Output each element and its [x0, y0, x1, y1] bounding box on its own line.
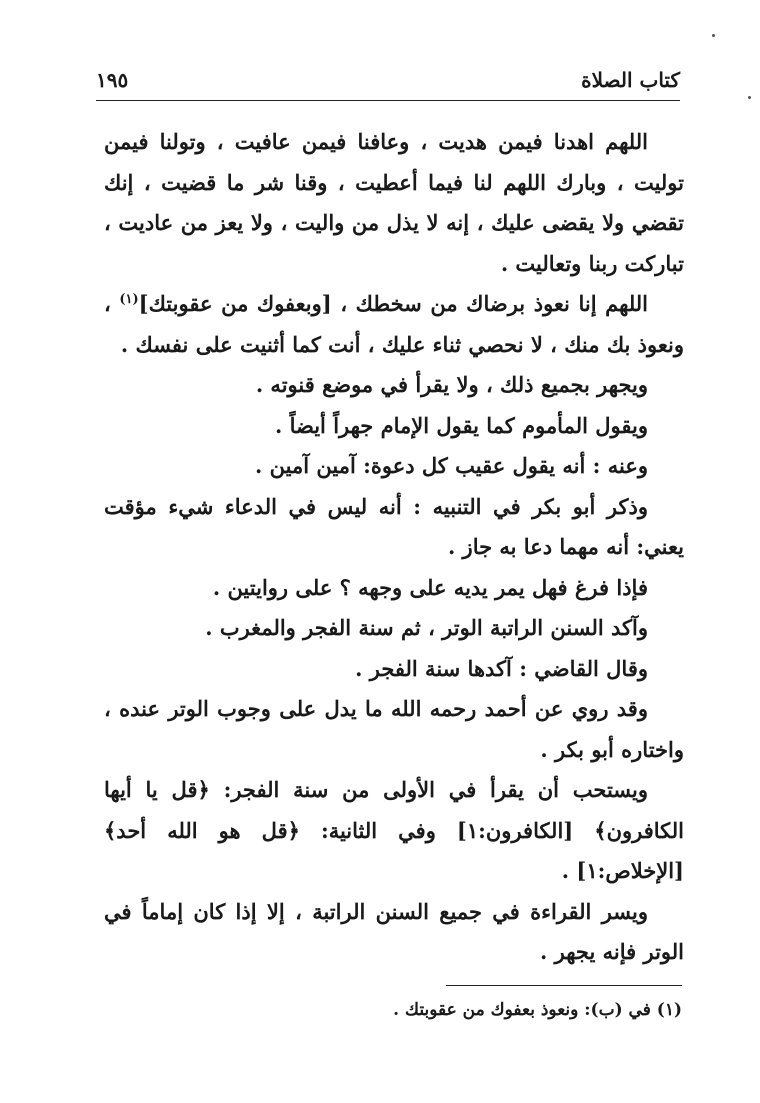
paragraph-witr-wujub: وقد روي عن أحمد رحمه الله ما يدل على وجوب الوتر عنده ، واختاره أبو بكر . [104, 696, 684, 762]
paragraph-fajr-recitation: ويستحب أن يقرأ في الأولى من سنة الفجر: ﴿قل يا أيها الكافرون﴾ [الكافرون:١] وفي الثانية: ﴿قل هو الله أحد﴾ [الإخلاص:١] . [104, 777, 685, 883]
paragraph-silent-recitation: ويسر القراءة في جميع السنن الراتبة ، إلا إذا كان إماماً في الوتر فإنه يجهر . [104, 898, 684, 964]
paragraph-amin: وعنه : أنه يقول عقيب كل دعوة: آمين آمين . [255, 453, 648, 478]
paragraph-text: اللهم إنا نعوذ برضاك من سخطك ، [وبعفوك من عقوبتك] [138, 291, 648, 316]
running-head: كتاب الصلاة [581, 68, 680, 92]
scan-speck [712, 34, 715, 37]
footnote-rule [446, 985, 682, 986]
paragraph-qadi: وقال القاضي : آكدها سنة الفجر . [355, 655, 648, 681]
paragraph-jahr: ويجهر بجميع ذلك ، ولا يقرأ في موضع قنوته . [255, 372, 648, 397]
paragraph-qunut-dua-continued [104, 284, 684, 365]
body-text [104, 122, 684, 973]
page-number: ١٩٥ [96, 68, 129, 92]
paragraph-tanbih: وذكر أبو بكر في التنبيه : أنه ليس في الدعاء شيء مؤقت يعني: أنه مهما دعا به جاز . [104, 493, 684, 559]
paragraph-sunan-ratiba: وآكد السنن الراتبة الوتر ، ثم سنة الفجر والمغرب . [205, 615, 648, 640]
footnote: (١) في (ب): ونعوذ بعفوك من عقوبتك . [393, 1000, 682, 1020]
scan-speck [748, 96, 751, 99]
footnote-reference: (١) [119, 292, 139, 307]
paragraph-wiping-face: فإذا فرغ فهل يمر يديه على وجهه ؟ على روايتين . [212, 574, 648, 600]
paragraph-text: ، ونعوذ بك منك ، لا نحصي ثناء عليك ، أنت كما أثنيت على نفسك . [104, 291, 684, 357]
paragraph-mamum: ويقول المأموم كما يقول الإمام جهراً أيضاً . [274, 412, 648, 438]
paragraph-qunut-dua: اللهم اهدنا فيمن هديت ، وعافنا فيمن عافيت ، وتولنا فيمن توليت ، وبارك اللهم لنا فيما أعطيت ، وقنا شر ما قضيت ، إنك تقضي ولا يقضى عليك ، إنه لا يذل من واليت ، ولا يعز من عاديت ، تباركت ربنا وتعاليت . [104, 129, 684, 276]
page-header [96, 66, 680, 98]
header-rule [96, 100, 680, 101]
